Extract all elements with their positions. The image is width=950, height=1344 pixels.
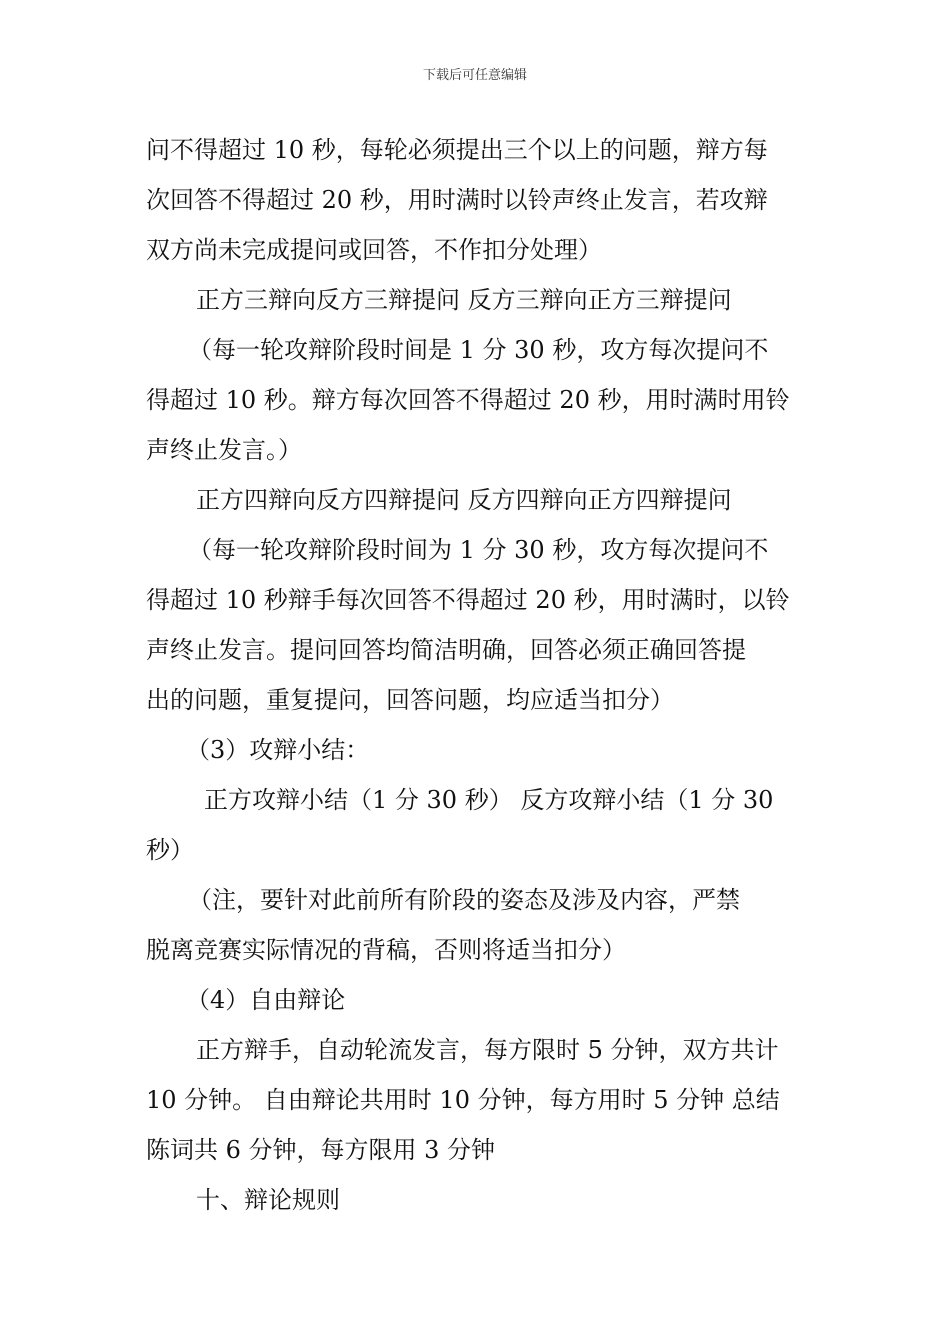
paragraph-line: 正方攻辩小结（1 分 30 秒） 反方攻辩小结（1 分 30 [204, 786, 774, 814]
paragraph-line: 次回答不得超过 20 秒，用时满时以铃声终止发言，若攻辩 [146, 186, 768, 214]
paragraph-line: 双方尚未完成提问或回答，不作扣分处理） [146, 236, 602, 264]
paragraph-line: 出的问题，重复提问，回答问题，均应适当扣分） [146, 686, 674, 714]
paragraph-line: 正方三辩向反方三辩提问 反方三辩向正方三辩提问 [196, 286, 732, 314]
paragraph-line: （注，要针对此前所有阶段的姿态及涉及内容，严禁 [188, 886, 740, 914]
paragraph-line: 正方辩手，自动轮流发言，每方限时 5 分钟，双方共计 [196, 1036, 779, 1064]
paragraph-line: （每一轮攻辩阶段时间是 1 分 30 秒，攻方每次提问不 [188, 336, 769, 364]
section-heading: （4）自由辩论 [186, 986, 346, 1014]
section-heading: 十、辩论规则 [196, 1186, 340, 1214]
paragraph-line: 声终止发言。提问回答均简洁明确，回答必须正确回答提 [146, 636, 746, 664]
section-heading: （3）攻辩小结： [186, 736, 370, 764]
paragraph-line: 秒） [146, 836, 194, 864]
paragraph-line: 得超过 10 秒。辩方每次回答不得超过 20 秒，用时满时用铃 [146, 386, 790, 414]
paragraph-line: （每一轮攻辩阶段时间为 1 分 30 秒，攻方每次提问不 [188, 536, 769, 564]
paragraph-line: 声终止发言。） [146, 436, 302, 464]
paragraph-line: 问不得超过 10 秒，每轮必须提出三个以上的问题，辩方每 [146, 136, 768, 164]
paragraph-line: 正方四辩向反方四辩提问 反方四辩向正方四辩提问 [196, 486, 732, 514]
paragraph-line: 陈词共 6 分钟，每方限用 3 分钟 [146, 1136, 496, 1164]
page-header: 下载后可任意编辑 [422, 68, 527, 83]
paragraph-line: 10 分钟。 自由辩论共用时 10 分钟，每方用时 5 分钟 总结 [146, 1086, 780, 1114]
paragraph-line: 脱离竞赛实际情况的背稿，否则将适当扣分） [146, 936, 626, 964]
paragraph-line: 得超过 10 秒辩手每次回答不得超过 20 秒，用时满时，以铃 [146, 586, 790, 614]
